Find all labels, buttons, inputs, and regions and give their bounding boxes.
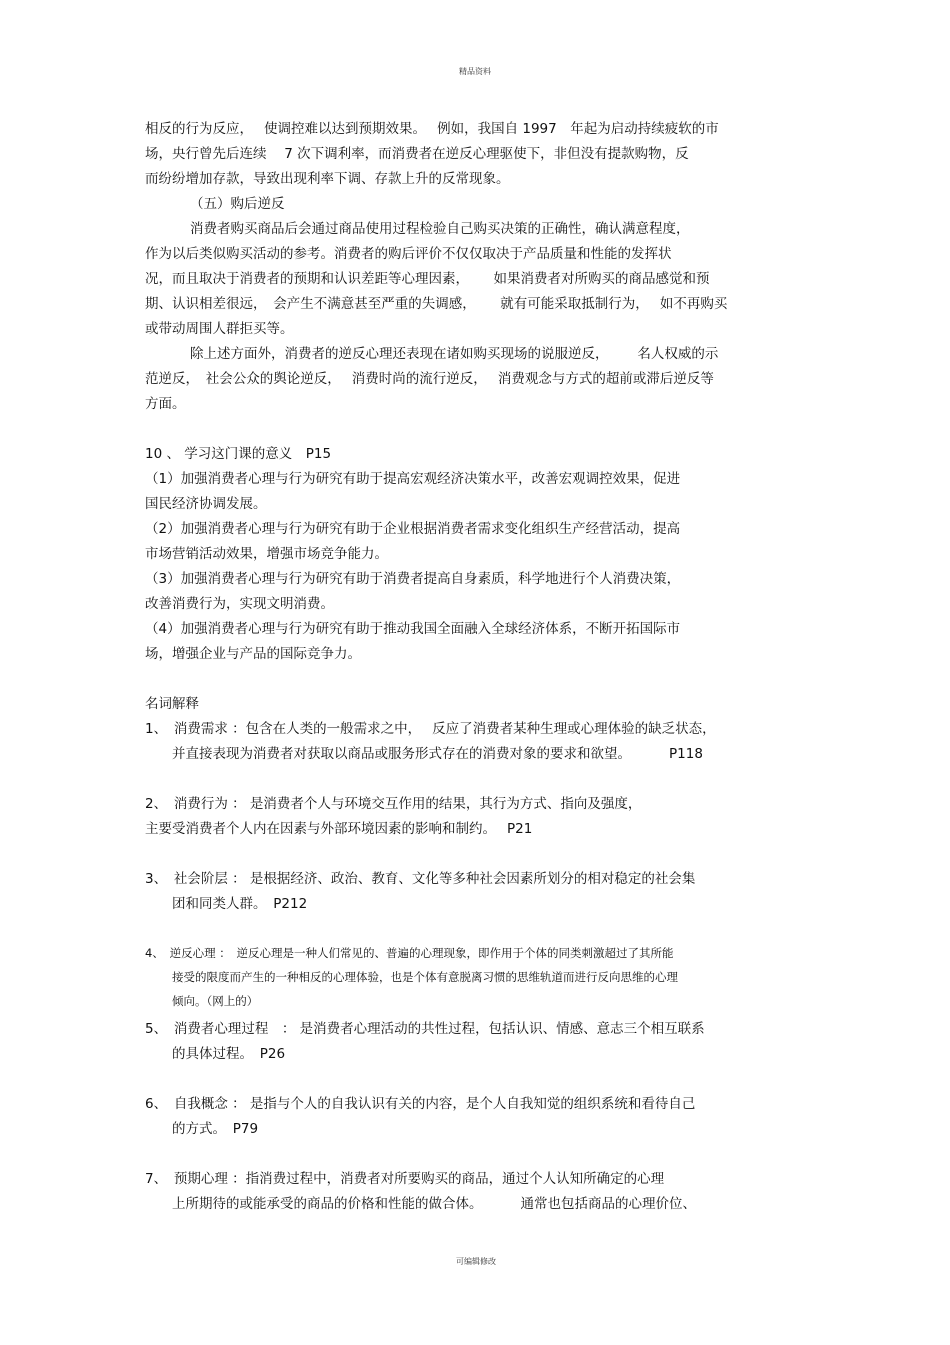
text-line: 相反的行为反应， 使调控难以达到预期效果。 例如，我国自 1997 年起为启动持续疲软的市 [145,121,719,137]
text-line: 倾向。（网上的） [172,994,259,1008]
text-line: （1）加强消费者心理与行为研究有助于提高宏观经济决策水平，改善宏观调控效果，促进 [145,471,681,487]
term-definition: 4、 逆反心理 ： 逆反心理是一种人们常见的、普遍的心理现象，即作用于个体的同类刺激超过了其所能 [145,946,674,960]
text-line: 而纷纷增加存款，导致出现利率下调、存款上升的反常现象。 [145,171,510,187]
text-line: （2）加强消费者心理与行为研究有助于企业根据消费者需求变化组织生产经营活动，提高 [145,521,681,537]
term-definition: 6、 自我概念 ： 是指与个人的自我认识有关的内容，是个人自我知觉的组织系统和看待自己 [145,1096,696,1112]
text-line: 期、认识相差很远， 会产生不满意甚至严重的失调感， 就有可能采取抵制行为， 如不再购买 [145,296,728,312]
text-line: 改善消费行为，实现文明消费。 [145,596,334,612]
page-header: 精品资料 [459,67,491,76]
section-heading: 名词解释 [145,696,199,712]
term-definition: 5、 消费者心理过程 ： 是消费者心理活动的共性过程，包括认识、情感、意志三个相互联系 [145,1021,705,1037]
term-definition: 1、 消费需求 ：包含在人类的一般需求之中， 反应了消费者某种生理或心理体验的缺乏状态， [145,721,716,737]
text-line: 范逆反， 社会公众的舆论逆反， 消费时尚的流行逆反， 消费观念与方式的超前或滞后逆反等 [145,371,714,387]
term-definition: 7、 预期心理 ：指消费过程中，消费者对所要购买的商品，通过个人认知所确定的心理 [145,1171,665,1187]
text-line: 场，增强企业与产品的国际竞争力。 [145,646,361,662]
text-line: 接受的限度而产生的一种相反的心理体验，也是个体有意脱离习惯的思维轨道而进行反向思维的心理 [172,970,678,984]
text-line: 国民经济协调发展。 [145,496,267,512]
text-line: 况，而且取决于消费者的预期和认识差距等心理因素， 如果消费者对所购买的商品感觉和预 [145,271,710,287]
text-line: 场，央行曾先后连续 7 次下调利率，而消费者在逆反心理驱使下，非但没有提款购物，反 [145,146,689,162]
text-line: （3）加强消费者心理与行为研究有助于消费者提高自身素质，科学地进行个人消费决策， [145,571,681,587]
text-line: 的具体过程。 P26 [172,1046,286,1062]
section-heading: 10 、 学习这门课的意义 P15 [145,446,332,462]
text-line: 方面。 [145,396,186,412]
term-definition: 3、 社会阶层 ： 是根据经济、政治、教育、文化等多种社会因素所划分的相对稳定的社会集 [145,871,696,887]
text-line: 消费者购买商品后会通过商品使用过程检验自己购买决策的正确性，确认满意程度， [190,221,690,237]
text-line: 除上述方面外，消费者的逆反心理还表现在诸如购买现场的说服逆反， 名人权威的示 [190,346,719,362]
section-heading: （五）购后逆反 [190,196,285,212]
text-line: 团和同类人群。 P212 [172,896,308,912]
page-footer: 可编辑修改 [456,1257,496,1266]
text-line: 的方式。 P79 [172,1121,259,1137]
term-definition: 2、 消费行为 ： 是消费者个人与环境交互作用的结果，其行为方式、指向及强度， [145,796,642,812]
text-line: 作为以后类似购买活动的参考。消费者的购后评价不仅仅取决于产品质量和性能的发挥状 [145,246,672,262]
text-line: 市场营销活动效果，增强市场竞争能力。 [145,546,388,562]
text-line: （4）加强消费者心理与行为研究有助于推动我国全面融入全球经济体系，不断开拓国际市 [145,621,681,637]
text-line: 并直接表现为消费者对获取以商品或服务形式存在的消费对象的要求和欲望。 P118 [172,746,703,762]
text-line: 或带动周围人群拒买等。 [145,321,294,337]
text-line: 上所期待的或能承受的商品的价格和性能的做合体。 通常也包括商品的心理价位、 [172,1196,697,1212]
text-line: 主要受消费者个人内在因素与外部环境因素的影响和制约。 P21 [145,821,533,837]
